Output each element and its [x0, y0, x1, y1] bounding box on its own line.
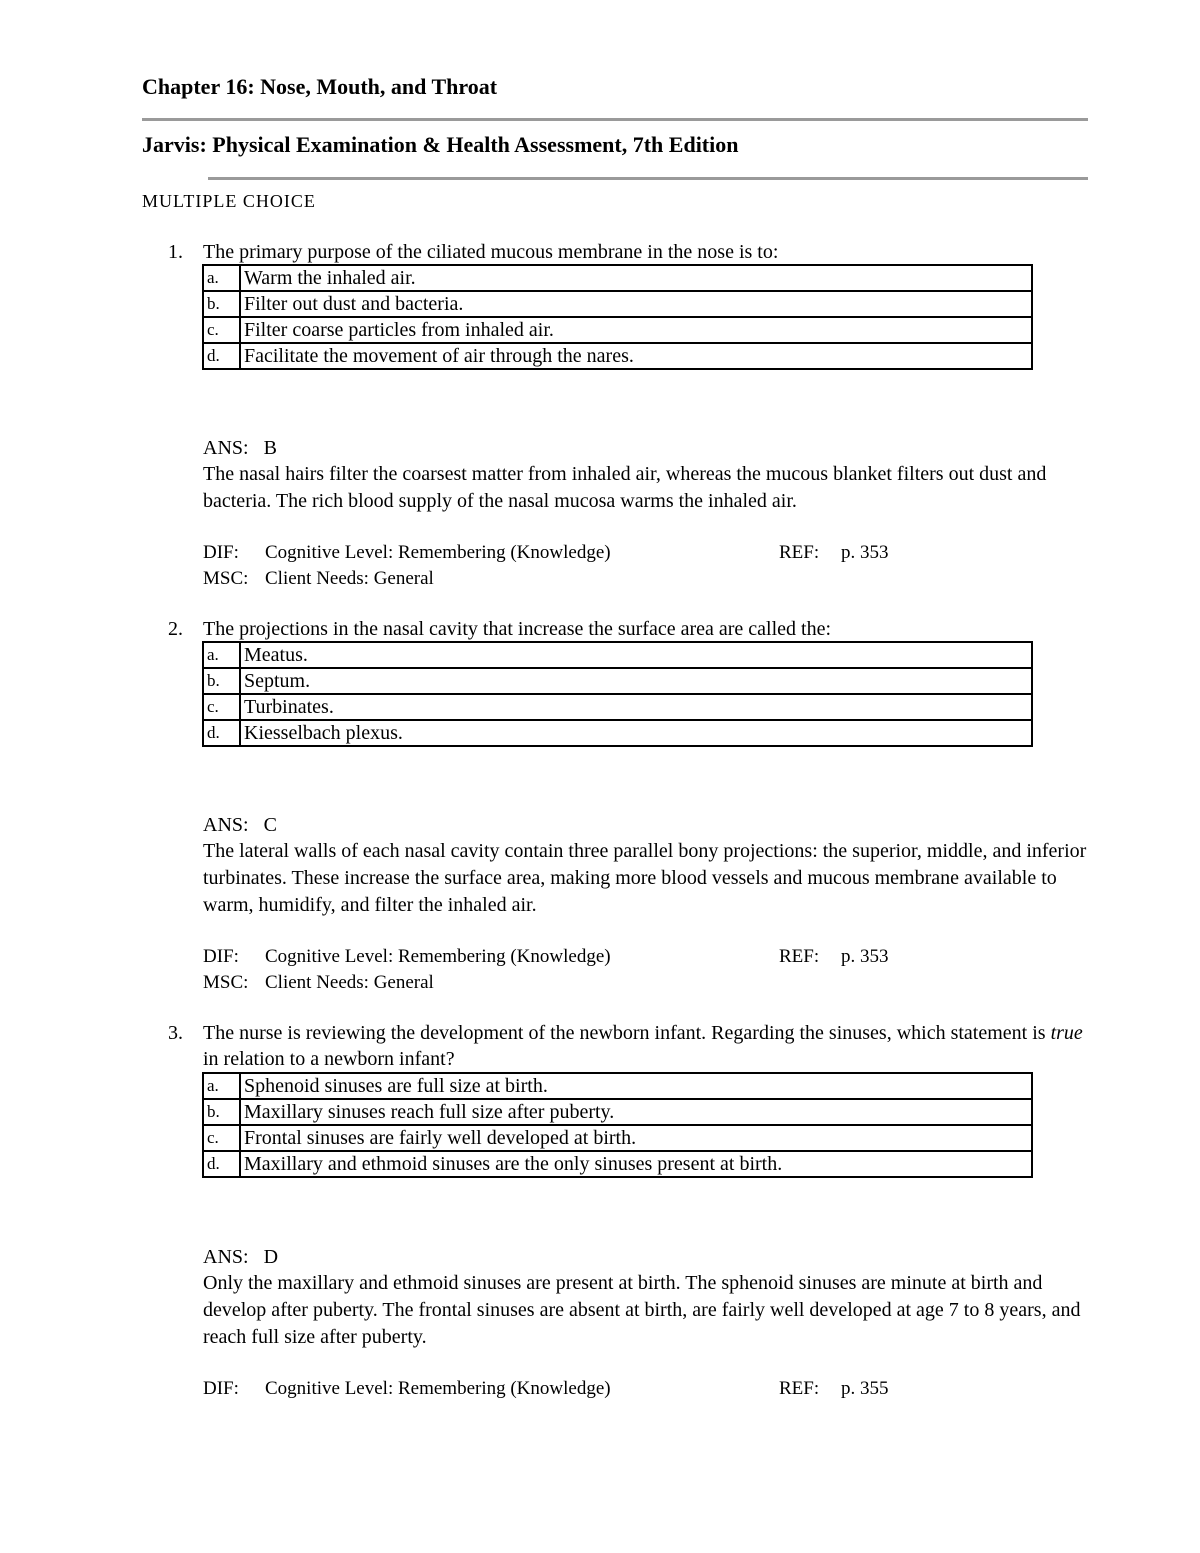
answer-line: [203, 435, 277, 461]
choice-row: [203, 1125, 1032, 1151]
stem-emphasis: true: [1050, 1022, 1083, 1044]
choice-row: [203, 343, 1032, 369]
choice-letter: b.: [203, 1099, 240, 1125]
question-stem: [203, 1020, 1088, 1072]
rationale: The lateral walls of each nasal cavity contain three parallel bony projections: the superior, middle, and inferior turbinates. These increase the surface area, making more blood vessels and mucous membrane available to warm, humidify, and filter the inhaled air.: [203, 840, 1087, 916]
answer-line: [203, 1244, 278, 1270]
choices-table: [202, 641, 1033, 747]
ref-label: REF:: [779, 1378, 820, 1399]
choice-text: Warm the inhaled air.: [240, 265, 1032, 291]
choice-text: Kiesselbach plexus.: [240, 720, 1032, 746]
choice-text: Septum.: [240, 668, 1032, 694]
choice-row: [203, 291, 1032, 317]
msc-label: MSC:: [203, 972, 249, 993]
answer-label: ANS:: [203, 814, 249, 836]
choice-text: Maxillary and ethmoid sinuses are the only sinuses present at birth.: [240, 1151, 1032, 1177]
ref-value: p. 353: [841, 946, 889, 967]
question-stem: The projections in the nasal cavity that increase the surface area are called the:: [203, 618, 832, 640]
question-number: 2.: [168, 618, 183, 640]
answer-value: C: [263, 814, 277, 836]
rationale: The nasal hairs filter the coarsest matter from inhaled air, whereas the mucous blanket filters out dust and bacteria. The rich blood supply of the nasal mucosa warms the inhaled air.: [203, 463, 1047, 512]
rationale: Only the maxillary and ethmoid sinuses are present at birth. The sphenoid sinuses are minute at birth and develop after puberty. The frontal sinuses are absent at birth, are fairly well developed at age 7 to 8 years, and reach full size after puberty.: [203, 1272, 1081, 1348]
question-meta: [203, 540, 1088, 592]
choice-text: Sphenoid sinuses are full size at birth.: [240, 1073, 1032, 1099]
answer-label: ANS:: [203, 437, 249, 459]
answer-label: ANS:: [203, 1246, 249, 1268]
answer-value: D: [263, 1246, 279, 1268]
choice-letter: a.: [203, 1073, 240, 1099]
choice-row: [203, 694, 1032, 720]
question-number: 1.: [168, 241, 183, 263]
choice-row: [203, 265, 1032, 291]
dif-label: DIF:: [203, 542, 239, 563]
dif-label: DIF:: [203, 946, 239, 967]
choice-row: [203, 642, 1032, 668]
ref-label: REF:: [779, 946, 820, 967]
msc-value: Client Needs: General: [265, 972, 434, 993]
choice-row: [203, 1073, 1032, 1099]
chapter-title: Chapter 16: Nose, Mouth, and Throat: [142, 74, 498, 99]
msc-label: MSC:: [203, 568, 249, 589]
choice-letter: b.: [203, 291, 240, 317]
choice-row: [203, 668, 1032, 694]
section-title: MULTIPLE CHOICE: [142, 191, 316, 211]
ref-value: p. 355: [841, 1378, 889, 1399]
choice-letter: d.: [203, 1151, 240, 1177]
choice-row: [203, 317, 1032, 343]
section-divider: [208, 177, 1088, 180]
choice-text: Turbinates.: [240, 694, 1032, 720]
ref-value: p. 353: [841, 542, 889, 563]
question-stem: The primary purpose of the ciliated mucous membrane in the nose is to:: [203, 241, 779, 263]
dif-label: DIF:: [203, 1378, 239, 1399]
stem-text: in relation to a newborn infant?: [203, 1048, 455, 1070]
choice-row: [203, 720, 1032, 746]
choice-letter: d.: [203, 343, 240, 369]
choice-text: Maxillary sinuses reach full size after puberty.: [240, 1099, 1032, 1125]
choice-letter: c.: [203, 317, 240, 343]
dif-value: Cognitive Level: Remembering (Knowledge): [265, 542, 611, 563]
choices-table: [202, 1072, 1033, 1178]
msc-value: Client Needs: General: [265, 568, 434, 589]
question-number: 3.: [168, 1022, 183, 1044]
ref-label: REF:: [779, 542, 820, 563]
choice-text: Filter out dust and bacteria.: [240, 291, 1032, 317]
choice-letter: b.: [203, 668, 240, 694]
choices-table: [202, 264, 1033, 370]
question-meta: [203, 944, 1088, 996]
choice-letter: c.: [203, 694, 240, 720]
question-meta: [203, 1376, 1088, 1402]
choice-row: [203, 1099, 1032, 1125]
choice-letter: a.: [203, 642, 240, 668]
dif-value: Cognitive Level: Remembering (Knowledge): [265, 1378, 611, 1399]
choice-letter: a.: [203, 265, 240, 291]
choice-text: Facilitate the movement of air through the nares.: [240, 343, 1032, 369]
choice-letter: d.: [203, 720, 240, 746]
book-title: Jarvis: Physical Examination & Health Assessment, 7th Edition: [142, 132, 739, 157]
choice-text: Frontal sinuses are fairly well developed at birth.: [240, 1125, 1032, 1151]
choice-letter: c.: [203, 1125, 240, 1151]
answer-line: [203, 812, 277, 838]
header-divider: [142, 118, 1088, 121]
choice-text: Meatus.: [240, 642, 1032, 668]
choice-row: [203, 1151, 1032, 1177]
stem-text: The nurse is reviewing the development of the newborn infant. Regarding the sinuses, which statement is: [203, 1022, 1051, 1044]
dif-value: Cognitive Level: Remembering (Knowledge): [265, 946, 611, 967]
answer-value: B: [263, 437, 277, 459]
choice-text: Filter coarse particles from inhaled air.: [240, 317, 1032, 343]
